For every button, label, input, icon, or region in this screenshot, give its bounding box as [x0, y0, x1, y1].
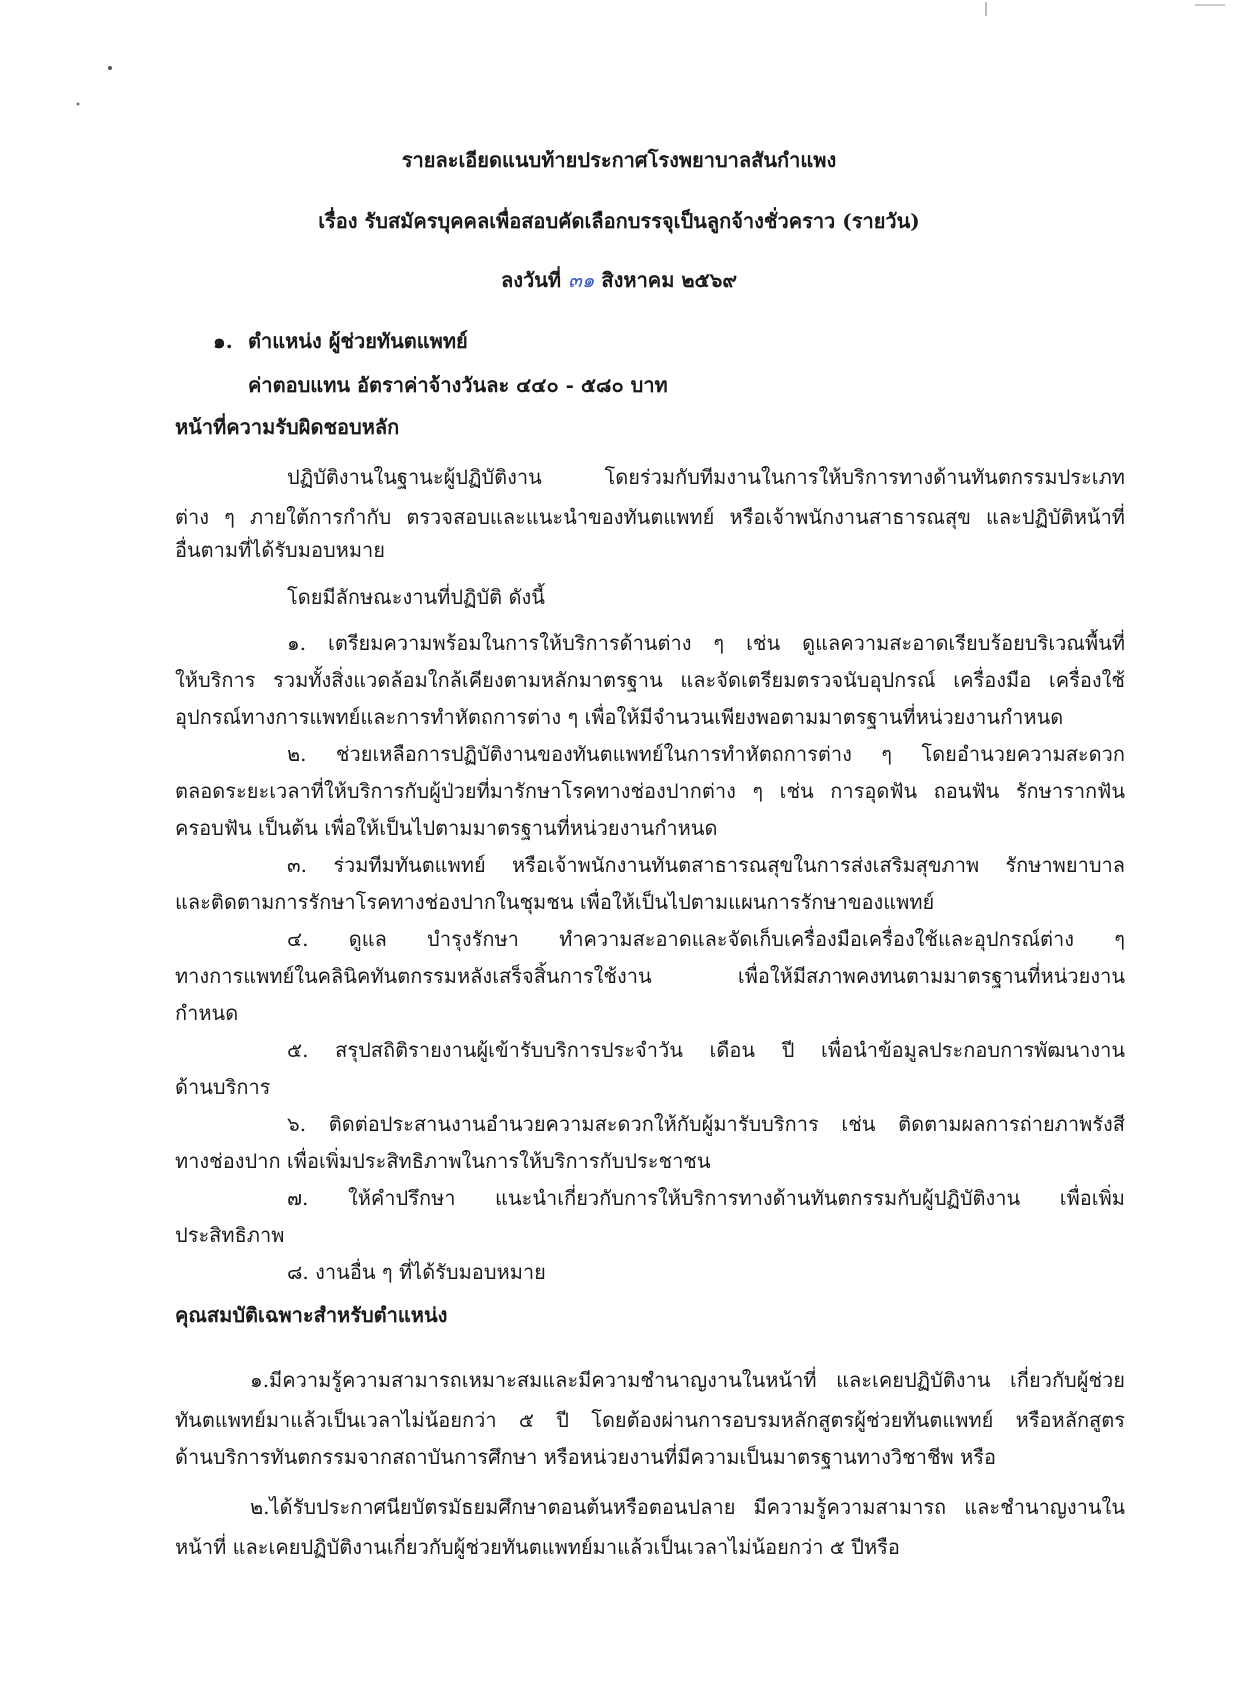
qualifications-heading: คุณสมบัติเฉพาะสำหรับตำแหน่ง — [175, 1303, 448, 1327]
duty-item-line: ๑. เตรียมความพร้อมในการให้บริการด้านต่าง ๆ เช่น ดูแลความสะอาดเรียบร้อยบริเวณพื้นที่ — [287, 631, 1125, 655]
date-day-handwritten: ๓๑ — [568, 268, 595, 292]
duty-item-line: ตลอดระยะเวลาที่ให้บริการกับผู้ป่วยที่มารักษาโรคทางช่องปากต่าง ๆ เช่น การอุดฟัน ถอนฟัน รักษารากฟัน — [175, 779, 1125, 803]
qualification-item-line: ทันตแพทย์มาแล้วเป็นเวลาไม่น้อยกว่า ๕ ปี โดยต้องผ่านการอบรมหลักสูตรผู้ช่วยทันตแพทย์ หรือหลักสูตร — [175, 1408, 1125, 1432]
duty-item-line: ทางช่องปาก เพื่อเพิ่มประสิทธิภาพในการให้บริการกับประชาชน — [175, 1149, 711, 1173]
duty-item-line: อุปกรณ์ทางการแพทย์และการทำหัตถการต่าง ๆ เพื่อให้มีจำนวนเพียงพอตามมาตรฐานที่หน่วยงานกำหนด — [175, 705, 1064, 729]
duty-item-line: ๒. ช่วยเหลือการปฏิบัติงานของทันตแพทย์ในการทำหัตถการต่าง ๆ โดยอำนวยความสะดวก — [287, 742, 1125, 766]
duty-item-line: ๘. งานอื่น ๆ ที่ได้รับมอบหมาย — [287, 1260, 546, 1284]
duty-item-line: ประสิทธิภาพ — [175, 1223, 285, 1247]
qualification-item-line: ๒.ได้รับประกาศนียบัตรมัธยมศึกษาตอนต้นหรือตอนปลาย มีความรู้ความสามารถ และชำนาญงานใน — [250, 1495, 1125, 1519]
duties-intro-line: อื่นตามที่ได้รับมอบหมาย — [175, 538, 385, 562]
duties-intro-line: ต่าง ๆ ภายใต้การกำกับ ตรวจสอบและแนะนำของทันตแพทย์ หรือเจ้าพนักงานสาธารณสุข และปฏิบัติหน้าที่ — [175, 505, 1125, 529]
document-subject: เรื่อง รับสมัครบุคคลเพื่อสอบคัดเลือกบรรจุเป็นลูกจ้างชั่วคราว (รายวัน) — [318, 209, 920, 233]
duty-item-line: ๗. ให้คำปรึกษา แนะนำเกี่ยวกับการให้บริการทางด้านทันตกรรมกับผู้ปฏิบัติงาน เพื่อเพิ่ม — [287, 1186, 1125, 1210]
duty-item-line: ๔. ดูแล บำรุงรักษา ทำความสะอาดและจัดเก็บเครื่องมือเครื่องใช้และอุปกรณ์ต่าง ๆ — [287, 927, 1125, 951]
duty-item-line: และติดตามการรักษาโรคทางช่องปากในชุมชน เพื่อให้เป็นไปตามแผนการรักษาของแพทย์ — [175, 890, 935, 914]
duty-item-line: ๓. ร่วมทีมทันตแพทย์ หรือเจ้าพนักงานทันตสาธารณสุขในการส่งเสริมสุขภาพ รักษาพยาบาล — [287, 853, 1125, 877]
duties-heading: หน้าที่ความรับผิดชอบหลัก — [175, 415, 400, 439]
position-number: ๑. — [213, 329, 233, 353]
duties-sub-intro: โดยมีลักษณะงานที่ปฏิบัติ ดังนี้ — [287, 585, 545, 609]
duty-item-line: ๖. ติดต่อประสานงานอำนวยความสะดวกให้กับผู้มารับบริการ เช่น ติดตามผลการถ่ายภาพรังสี — [287, 1112, 1125, 1136]
document-title: รายละเอียดแนบท้ายประกาศโรงพยาบาลสันกำแพง — [401, 148, 837, 172]
position-salary: ค่าตอบแทน อัตราค่าจ้างวันละ ๔๔๐ - ๕๘๐ บาท — [248, 373, 668, 397]
position-title: ตำแหน่ง ผู้ช่วยทันตแพทย์ — [248, 329, 468, 353]
qualification-item-line: หน้าที่ และเคยปฏิบัติงานเกี่ยวกับผู้ช่วยทันตแพทย์มาแล้วเป็นเวลาไม่น้อยกว่า ๕ ปีหรือ — [175, 1535, 900, 1559]
qualification-item-line: ๑.มีความรู้ความสามารถเหมาะสมและมีความชำนาญงานในหน้าที่ และเคยปฏิบัติงาน เกี่ยวกับผู้ช่วย — [250, 1368, 1125, 1392]
date-month-year: สิงหาคม ๒๕๖๙ — [601, 268, 737, 292]
duty-item-line: ๕. สรุปสถิติรายงานผู้เข้ารับบริการประจำวัน เดือน ปี เพื่อนำข้อมูลประกอบการพัฒนางาน — [287, 1038, 1125, 1062]
duty-item-line: ทางการแพทย์ในคลินิคทันตกรรมหลังเสร็จสิ้นการใช้งาน เพื่อให้มีสภาพคงทนตามมาตรฐานที่หน่วยงาน — [175, 964, 1125, 988]
qualification-item-line: ด้านบริการทันตกรรมจากสถาบันการศึกษา หรือหน่วยงานที่มีความเป็นมาตรฐานทางวิชาชีพ หรือ — [175, 1445, 997, 1469]
duty-item-line: กำหนด — [175, 1001, 239, 1025]
date-prefix: ลงวันที่ — [501, 268, 562, 292]
document-date — [0, 266, 1238, 294]
duty-item-line: ครอบฟัน เป็นต้น เพื่อให้เป็นไปตามมาตรฐานที่หน่วยงานกำหนด — [175, 816, 718, 840]
duty-item-line: ด้านบริการ — [175, 1075, 271, 1099]
duty-item-line: ให้บริการ รวมทั้งสิ่งแวดล้อมใกล้เคียงตามหลักมาตรฐาน และจัดเตรียมตรวจนับอุปกรณ์ เครื่องมือ เครื่องใช้ — [175, 668, 1125, 692]
duties-intro-line: ปฏิบัติงานในฐานะผู้ปฏิบัติงาน โดยร่วมกับทีมงานในการให้บริการทางด้านทันตกรรมประเภท — [287, 465, 1125, 489]
